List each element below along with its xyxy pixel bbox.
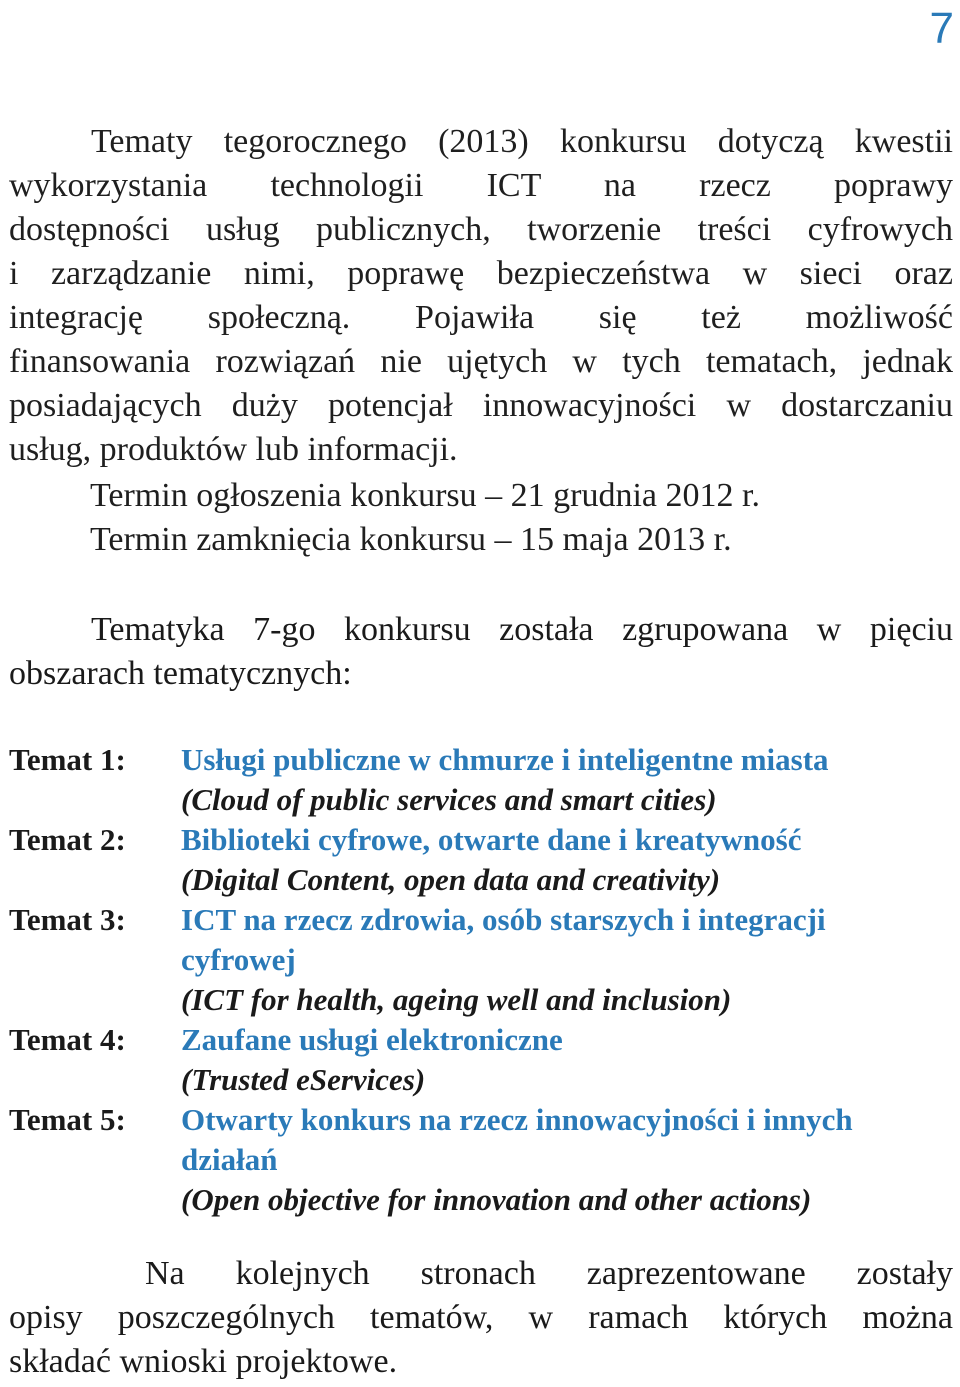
page-number: 7	[929, 4, 954, 53]
closing-line: Na kolejnych stronach zaprezentowane zostały	[145, 1255, 953, 1292]
topics-list	[9, 740, 953, 1220]
topic-label: Temat 4:	[9, 1022, 126, 1057]
intro-line: posiadających duży potencjał innowacyjności w dostarczaniu	[9, 387, 953, 424]
closing-paragraph	[9, 1252, 953, 1384]
topic-item	[9, 820, 953, 900]
intro-paragraph	[9, 120, 953, 472]
topic-english-title: (ICT for health, ageing well and inclusion)	[181, 982, 732, 1017]
topic-label: Temat 3:	[9, 902, 126, 937]
topics-intro-paragraph	[9, 608, 953, 696]
topic-title: Biblioteki cyfrowe, otwarte dane i kreatywność	[181, 822, 802, 857]
closing-line: opisy poszczególnych tematów, w ramach których można	[9, 1299, 953, 1336]
topic-item	[9, 740, 953, 820]
topic-title: Zaufane usługi elektroniczne	[181, 1022, 563, 1057]
topic-title: Usługi publiczne w chmurze i inteligentne miasta	[181, 742, 829, 777]
topic-english-title: (Cloud of public services and smart cities)	[181, 782, 717, 817]
intro-line: i zarządzanie nimi, poprawę bezpieczeństwa w sieci oraz	[9, 255, 953, 292]
topic-label: Temat 1:	[9, 742, 126, 777]
intro-line: Tematy tegorocznego (2013) konkursu dotyczą kwestii	[91, 123, 953, 160]
intro-line: dostępności usług publicznych, tworzenie treści cyfrowych	[9, 211, 953, 248]
topic-label: Temat 5:	[9, 1102, 126, 1137]
topic-item	[9, 900, 953, 1020]
topic-english-title: (Trusted eServices)	[181, 1062, 426, 1097]
topic-title: ICT na rzecz zdrowia, osób starszych i integracji cyfrowej	[181, 902, 826, 977]
intro-line: integrację społeczną. Pojawiła się też możliwość	[9, 299, 953, 336]
intro-line: finansowania rozwiązań nie ujętych w tych tematach, jednak	[9, 343, 953, 380]
topic-english-title: (Digital Content, open data and creativity)	[181, 862, 721, 897]
topic-label: Temat 2:	[9, 822, 126, 857]
topics-intro-line: Tematyka 7-go konkursu została zgrupowana w pięciu	[91, 611, 953, 648]
topic-item	[9, 1020, 953, 1100]
intro-line: wykorzystania technologii ICT na rzecz poprawy	[9, 167, 953, 204]
topics-intro-line: obszarach tematycznych:	[9, 655, 352, 692]
closing-line: składać wnioski projektowe.	[9, 1343, 398, 1380]
closing-date: Termin zamknięcia konkursu – 15 maja 2013 r.	[90, 521, 732, 558]
announcement-date: Termin ogłoszenia konkursu – 21 grudnia 2012 r.	[90, 477, 760, 514]
topic-item	[9, 1100, 953, 1220]
topic-english-title: (Open objective for innovation and other actions)	[181, 1182, 812, 1217]
topic-title: Otwarty konkurs na rzecz innowacyjności i innych działań	[181, 1102, 853, 1177]
intro-line: usług, produktów lub informacji.	[9, 431, 458, 468]
